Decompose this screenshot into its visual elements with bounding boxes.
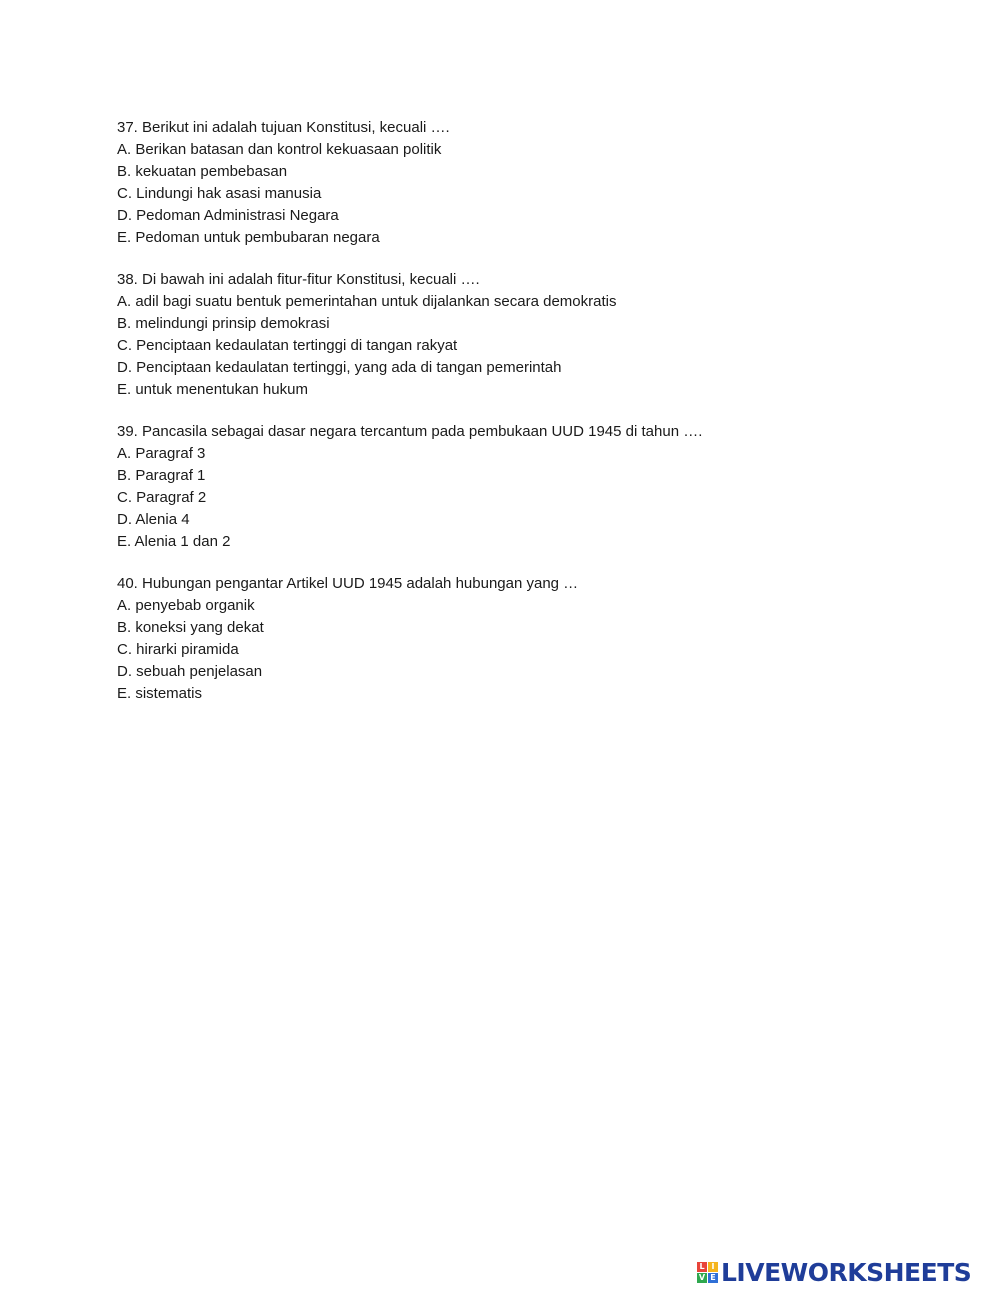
option-e: E. sistematis <box>117 685 203 702</box>
option-a: A. penyebab organik <box>117 597 255 614</box>
option-e: E. Pedoman untuk pembubaran negara <box>117 229 380 246</box>
option-a: A. Berikan batasan dan kontrol kekuasaan politik <box>117 141 442 158</box>
option-b: B. melindungi prinsip demokrasi <box>117 315 330 332</box>
logo-block-i: I <box>708 1262 718 1272</box>
option-b: B. koneksi yang dekat <box>117 619 264 636</box>
liveworksheets-logo <box>697 1257 971 1287</box>
logo-block-l: L <box>697 1262 707 1272</box>
logo-text: LIVEWORKSHEETS <box>721 1257 972 1287</box>
question-39 <box>117 421 937 553</box>
option-d: D. Alenia 4 <box>117 511 190 528</box>
logo-block-v: V <box>698 1272 706 1282</box>
question-38 <box>117 269 937 401</box>
logo-blocks-icon <box>697 1262 718 1283</box>
option-b: B. Paragraf 1 <box>117 467 206 484</box>
logo-block-e: E <box>708 1273 718 1283</box>
question-prompt: 38. Di bawah ini adalah fitur-fitur Konstitusi, kecuali …. <box>117 271 480 288</box>
question-40 <box>117 573 937 705</box>
option-b: B. kekuatan pembebasan <box>117 163 288 180</box>
question-37 <box>117 117 937 249</box>
question-list <box>117 117 937 725</box>
option-a: A. adil bagi suatu bentuk pemerintahan untuk dijalankan secara demokratis <box>117 293 617 310</box>
option-d: D. Pedoman Administrasi Negara <box>117 207 339 224</box>
option-e: E. untuk menentukan hukum <box>117 381 308 398</box>
question-prompt: 40. Hubungan pengantar Artikel UUD 1945 adalah hubungan yang … <box>117 575 579 592</box>
option-c: C. hirarki piramida <box>117 641 239 658</box>
option-c: C. Penciptaan kedaulatan tertinggi di tangan rakyat <box>117 337 458 354</box>
option-c: C. Lindungi hak asasi manusia <box>117 185 322 202</box>
option-d: D. sebuah penjelasan <box>117 663 263 680</box>
option-d: D. Penciptaan kedaulatan tertinggi, yang ada di tangan pemerintah <box>117 359 562 376</box>
option-e: E. Alenia 1 dan 2 <box>117 533 231 550</box>
question-prompt: 39. Pancasila sebagai dasar negara tercantum pada pembukaan UUD 1945 di tahun …. <box>117 423 703 440</box>
question-prompt: 37. Berikut ini adalah tujuan Konstitusi, kecuali …. <box>117 119 450 136</box>
option-c: C. Paragraf 2 <box>117 489 207 506</box>
option-a: A. Paragraf 3 <box>117 445 206 462</box>
